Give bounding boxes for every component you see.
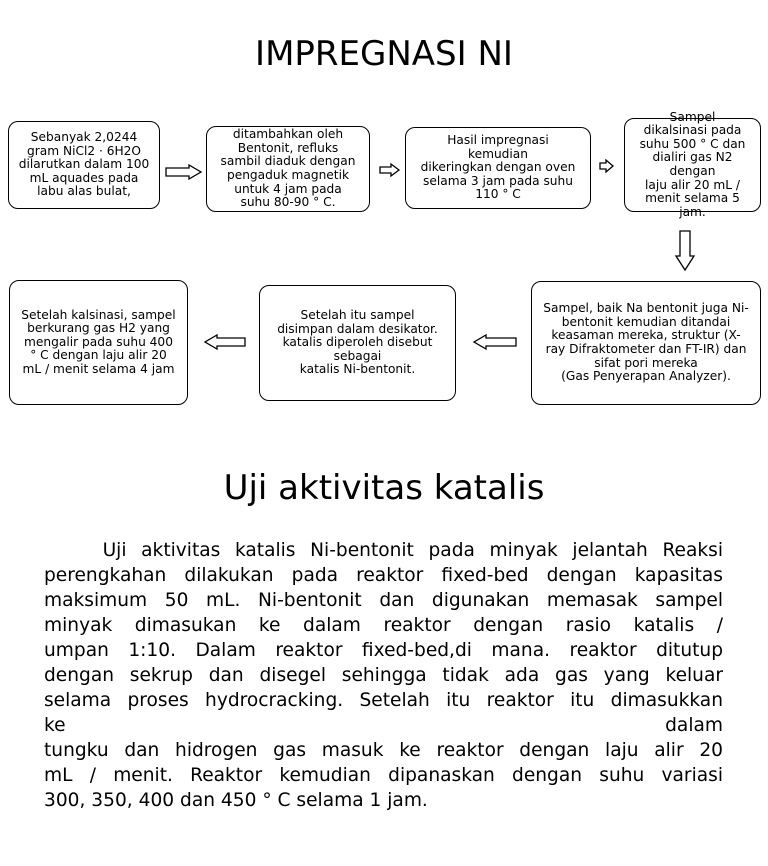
paragraph-line: Uji aktivitas katalis Ni-bentonit pada minyak jelantah Reaksi (44, 540, 723, 561)
step-7-box (9, 280, 188, 405)
box-text-line: ray Difraktometer dan FT-IR) dan (545, 342, 747, 356)
box-text-line: katalis Ni-bentonit. (299, 362, 416, 377)
box-text-line: dilarutkan dalam 100 (18, 157, 150, 172)
box-text-line: sambil diaduk dengan (220, 154, 356, 169)
box-text-line: dikalsinasi pada (643, 123, 742, 138)
arrow-left-1 (472, 334, 518, 350)
box-text-line: selama 3 jam pada suhu (423, 173, 573, 188)
step-1-box (8, 121, 160, 209)
section-title: Uji aktivitas katalis (223, 468, 545, 508)
box-text-line: katalis diperoleh disebut (282, 335, 433, 350)
paragraph-line: mL / menit. Reaktor kemudian dipanaskan dengan suhu variasi (44, 765, 723, 786)
box-text-line: disimpan dalam desikator. (277, 321, 438, 336)
paragraph-line: dengan sekrup dan disegel sehingga tidak ada gas yang keluar (44, 665, 723, 686)
box-text-line: berkurang gas H2 yang (27, 321, 170, 336)
body-paragraph (44, 538, 723, 813)
arrow-down (674, 230, 696, 272)
step-3-box (405, 127, 591, 209)
box-text-line: pengaduk magnetik (226, 168, 350, 182)
box-text-line: sifat pori mereka (594, 355, 698, 370)
paragraph-line: umpan 1:10. Dalam reaktor fixed-bed,di mana. reaktor ditutup (44, 640, 723, 661)
paragraph-line: minyak dimasukan ke dalam reaktor dengan rasio katalis / (44, 615, 723, 636)
box-text-line: Bentonit, refluks (237, 140, 339, 155)
arrow-right-2 (379, 163, 401, 177)
step-6-box (259, 285, 456, 401)
box-text-line: Setelah itu sampel (300, 308, 415, 323)
arrow-right-3 (599, 159, 615, 173)
paragraph-line: maksimum 50 mL. Ni-bentonit dan digunakan memasak sampel (44, 590, 723, 611)
box-text-line: kemudian (467, 146, 529, 161)
step-2-box (206, 126, 370, 212)
box-text-line: ° C dengan laju alir 20 (30, 348, 167, 363)
paragraph-line: 300, 350, 400 dan 450 ° C selama 1 jam. (44, 790, 428, 811)
box-text-line: labu alas bulat, (37, 184, 131, 199)
box-text-line: laju alir 20 mL / (645, 177, 740, 192)
box-text-line: Sebanyak 2,0244 (30, 130, 138, 145)
box-text-line: dikeringkan dengan oven (420, 160, 576, 175)
box-text-line: bentonit kemudian ditandai (561, 314, 731, 329)
box-text-line: untuk 4 jam pada (234, 181, 342, 196)
box-text-line: jam. (679, 204, 706, 219)
box-text-line: gram NiCl2 · 6H2O (26, 143, 141, 158)
box-text-line: Hasil impregnasi (447, 133, 549, 148)
box-text-line: mengalir pada suhu 400 (24, 334, 173, 349)
box-text-line: keasaman mereka, struktur (X- (551, 328, 741, 343)
paragraph-line: ke dalam (44, 715, 723, 736)
box-text-line: (Gas Penyerapan Analyzer). (561, 369, 731, 384)
box-text-line: Sampel (669, 109, 716, 124)
box-text-line: Setelah kalsinasi, sampel (21, 307, 176, 322)
box-text-line: dialiri gas N2 (652, 150, 733, 165)
box-text-line: dengan (669, 164, 716, 178)
step-4-box (624, 109, 761, 219)
arrow-right-1 (165, 164, 203, 180)
box-text-line: mL aquades pada (29, 170, 139, 185)
arrow-left-2 (203, 334, 247, 350)
page-title: IMPREGNASI NI (255, 34, 513, 74)
box-text-line: menit selama 5 (645, 191, 740, 206)
box-text-line: ditambahkan oleh (232, 127, 344, 142)
box-text-line: Sampel, baik Na bentonit juga Ni- (543, 301, 749, 316)
paragraph-line: tungku dan hidrogen gas masuk ke reaktor dengan laju alir 20 (44, 740, 723, 761)
paragraph-line: perengkahan dilakukan pada reaktor fixed-bed dengan kapasitas (44, 565, 723, 586)
box-text-line: sebagai (333, 348, 382, 363)
box-text-line: suhu 500 ° C dan (639, 136, 746, 151)
step-5-box (531, 281, 761, 405)
box-text-line: 110 ° C (475, 187, 521, 202)
box-text-line: suhu 80-90 ° C. (240, 195, 336, 210)
paragraph-line: selama proses hydrocracking. Setelah itu reaktor itu dimasukkan (44, 690, 723, 711)
box-text-line: mL / menit selama 4 jam (22, 361, 175, 376)
